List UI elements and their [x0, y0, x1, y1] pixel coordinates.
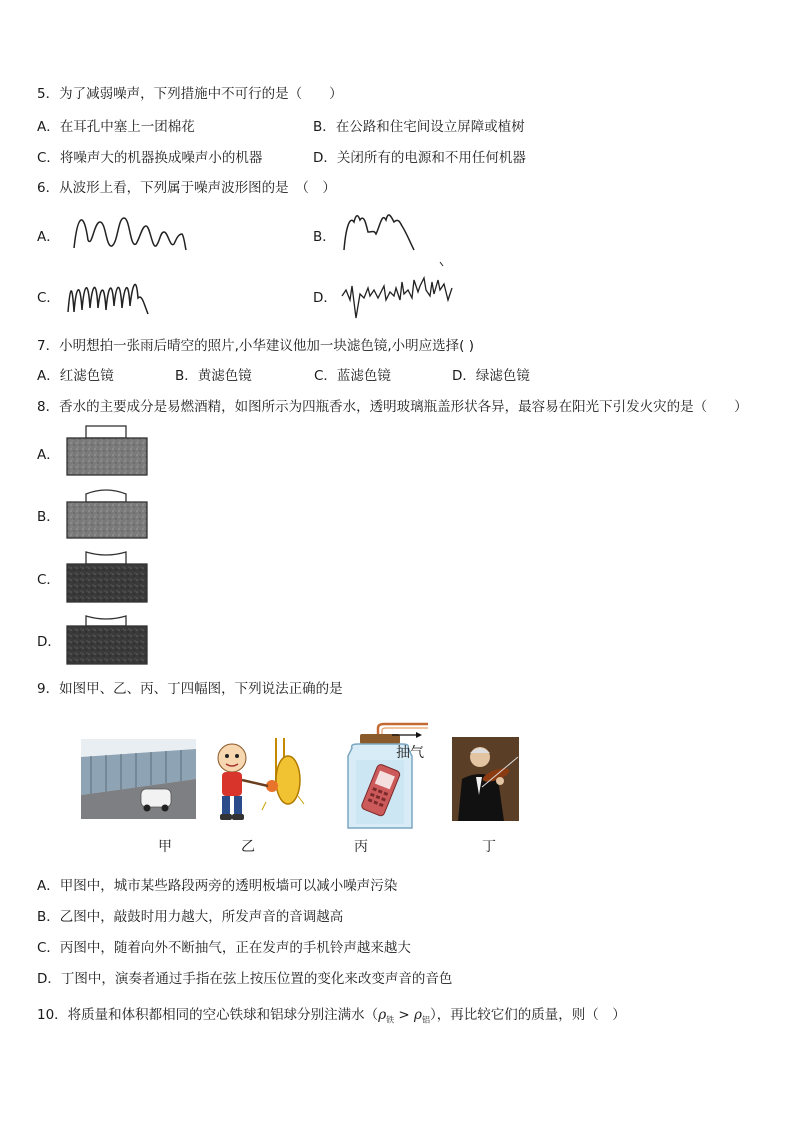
- rho-iron-sub: 铁: [386, 1015, 395, 1025]
- q9-stem: 9．如图甲、乙、丙、丁四幅图，下列说法正确的是: [37, 681, 343, 697]
- q6-label-b: B．: [313, 229, 336, 245]
- wave-c-icon: [64, 268, 154, 318]
- wave-a-icon: [70, 208, 190, 254]
- rho-al-sub: 铝: [421, 1015, 430, 1025]
- q5-option-b: B．在公路和住宅间设立屏障或植树: [313, 119, 525, 135]
- perfume-bottle-concave-cap-icon: [64, 548, 154, 604]
- q8-label-b: B．: [37, 509, 60, 525]
- q6-stem: 6．从波形上看，下列属于噪声波形图的是 （ ）: [37, 180, 336, 196]
- q9-option-d: D．丁图中，演奏者通过手指在弦上按压位置的变化来改变声音的音色: [37, 971, 453, 987]
- q5-stem: 5．为了减弱噪声，下列措施中不可行的是（ ）: [37, 86, 343, 102]
- q9-option-c: C．丙图中，随着向外不断抽气，正在发声的手机铃声越来越大: [37, 940, 411, 956]
- q7-stem: 7．小明想拍一张雨后晴空的照片,小华建议他加一块滤色镜,小明应选择( ): [37, 338, 474, 354]
- q10-stem-before: 10．将质量和体积都相同的空心铁球和铝球分别注满水（: [37, 1007, 379, 1023]
- q8-label-d: D．: [37, 634, 61, 650]
- rho-iron-symbol: ρ: [378, 1007, 387, 1023]
- caption-ding: 丁: [482, 839, 496, 855]
- perfume-bottle-convex-cap-icon: [64, 486, 154, 540]
- q7-option-d: D．绿滤色镜: [452, 368, 530, 384]
- q7-option-b: B．黄滤色镜: [175, 368, 252, 384]
- q9-option-a: A．甲图中，城市某些路段两旁的透明板墙可以减小噪声污染: [37, 878, 398, 894]
- q5-option-a: A．在耳孔中塞上一团棉花: [37, 119, 195, 135]
- road-noise-barrier-photo: [81, 739, 196, 819]
- caption-yi: 乙: [241, 839, 255, 855]
- wave-d-noise-icon: [340, 260, 460, 322]
- q6-label-c: C．: [37, 290, 60, 306]
- q10-stem: [37, 1003, 626, 1026]
- greater-than: >: [394, 1007, 415, 1023]
- q7-option-c: C．蓝滤色镜: [314, 368, 391, 384]
- boy-drum-cartoon: [208, 734, 308, 828]
- q10-stem-after: ），再比较它们的质量，则（ ）: [429, 1007, 626, 1023]
- q6-label-d: D．: [313, 290, 337, 306]
- q8-label-a: A．: [37, 447, 60, 463]
- rho-al-symbol: ρ: [414, 1007, 422, 1023]
- q7-option-a: A．红滤色镜: [37, 368, 114, 384]
- q9-option-b: B．乙图中，敲鼓时用力越大，所发声音的音调越高: [37, 909, 344, 925]
- perfume-bottle-flat-cap-icon: [64, 424, 154, 478]
- pump-label: 抽气: [396, 745, 424, 761]
- q5-option-d: D．关闭所有的电源和不用任何机器: [313, 150, 526, 166]
- caption-bing: 丙: [354, 839, 368, 855]
- violinist-photo: [452, 737, 519, 821]
- wave-b-icon: [340, 208, 420, 254]
- q5-option-c: C．将噪声大的机器换成噪声小的机器: [37, 150, 263, 166]
- perfume-bottle-concave-cap-dark-icon: [64, 610, 154, 666]
- q6-label-a: A．: [37, 229, 60, 245]
- q8-stem: 8．香水的主要成分是易燃酒精，如图所示为四瓶香水，透明玻璃瓶盖形状各异，最容易在阳光下引发火灾的是（ ）: [37, 399, 748, 415]
- phone-bell-jar-diagram: [330, 722, 440, 832]
- q8-label-c: C．: [37, 572, 60, 588]
- caption-jia: 甲: [158, 839, 172, 855]
